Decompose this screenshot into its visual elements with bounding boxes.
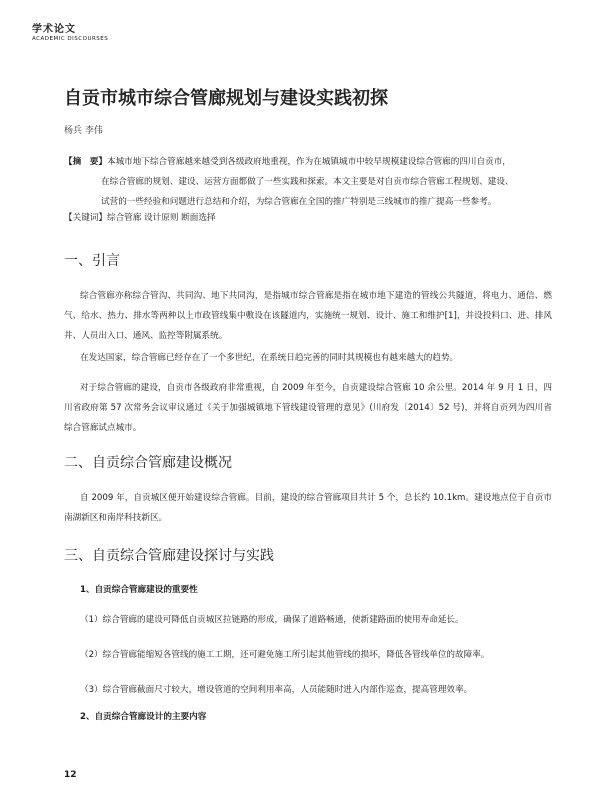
list-item-1: （1）综合管廊的建设可降低自贡城区拉链路的形成，确保了道路畅通，使新建路面的使用寿命延长。 <box>80 615 464 625</box>
paragraph-introduction-history: 在发达国家，综合管廊已经存在了一个多世纪，在系统日趋完善的同时其规模也有越来越大的趋势。 <box>80 353 459 363</box>
abstract-tag: 【摘 要】 <box>64 157 107 167</box>
list-item-3: （3）综合管廊截面尺寸较大，增设管道的空间利用率高，人员能随时进入内部作巡查，提高管理效率。 <box>80 685 473 695</box>
abstract-text-3: 试营的一些经验和问题进行总结和介绍，为综合管廊在全国的推广特别是三线城市的推广提高一些参考。 <box>101 197 497 207</box>
paragraph-overview: 自 2009 年，自贡城区便开始建设综合管廊。目前，建设的综合管廊项目共计 5 个，总长约 10.1km。建设地点位于自贡市南湖新区和南岸科技新区。 <box>64 493 552 523</box>
section-heading-introduction: 一、引言 <box>64 253 120 269</box>
section-heading-practice: 三、自贡综合管廊建设探讨与实践 <box>64 548 274 564</box>
masthead-chinese: 学术论文 <box>32 24 76 35</box>
abstract-line-1 <box>64 152 552 172</box>
paragraph-introduction-zigong: 对于综合管廊的建设，自贡市各级政府非常重视，自 2009 年至今，自贡建设综合管廊 10 余公里。2014 年 9 月 1 日，四川省政府第 57 次常务会议审议通过《关于加强城镇地下管线建设管理的意见》(川府发〔2014〕52 号)，并将自贡列为四川省综合管廊试点城市。 <box>64 383 552 433</box>
article-title: 自贡市城市综合管廊规划与建设实践初探 <box>64 88 388 109</box>
article-authors: 杨兵 李伟 <box>64 126 103 136</box>
list-item-2: （2）综合管廊能缩短各管线的施工工期，还可避免施工所引起其他管线的损坏，降低各管线单位的故障率。 <box>80 650 490 660</box>
keywords-line: 【关键词】综合管廊 设计原则 断面选择 <box>64 213 216 223</box>
abstract-block <box>64 152 552 212</box>
paragraph-introduction-definition: 综合管廊亦称综合管沟、共同沟、地下共同沟，是指城市综合管廊是指在城市地下建造的管线公共隧道，将电力、通信、燃气、给水、热力、排水等两种以上市政管线集中敷设在该隧道内，实施统一规划、设计、施工和维护[1]，并设投料口、进、排风井、人员出入口、通风、监控等附属系统。 <box>64 291 552 341</box>
section-heading-overview: 二、自贡综合管廊建设概况 <box>64 455 232 471</box>
masthead-english: ACADEMIC DISCOURSES <box>32 36 109 42</box>
abstract-text-2: 在综合管廊的规划、建设、运营方面都做了一些实践和探索。本文主要是对自贡市综合管廊工程规划、建设、 <box>101 177 514 187</box>
subheading-importance: 1、自贡综合管廊建设的重要性 <box>80 585 198 595</box>
journal-masthead <box>32 24 108 43</box>
abstract-text-1: 本城市地下综合管廊越来越受到各级政府地重视，作为在城镇城市中较早规模建设综合管廊的四川自贡市， <box>106 157 511 167</box>
subheading-design-content: 2、自贡综合管廊设计的主要内容 <box>80 712 207 722</box>
page-number: 12 <box>64 770 77 780</box>
